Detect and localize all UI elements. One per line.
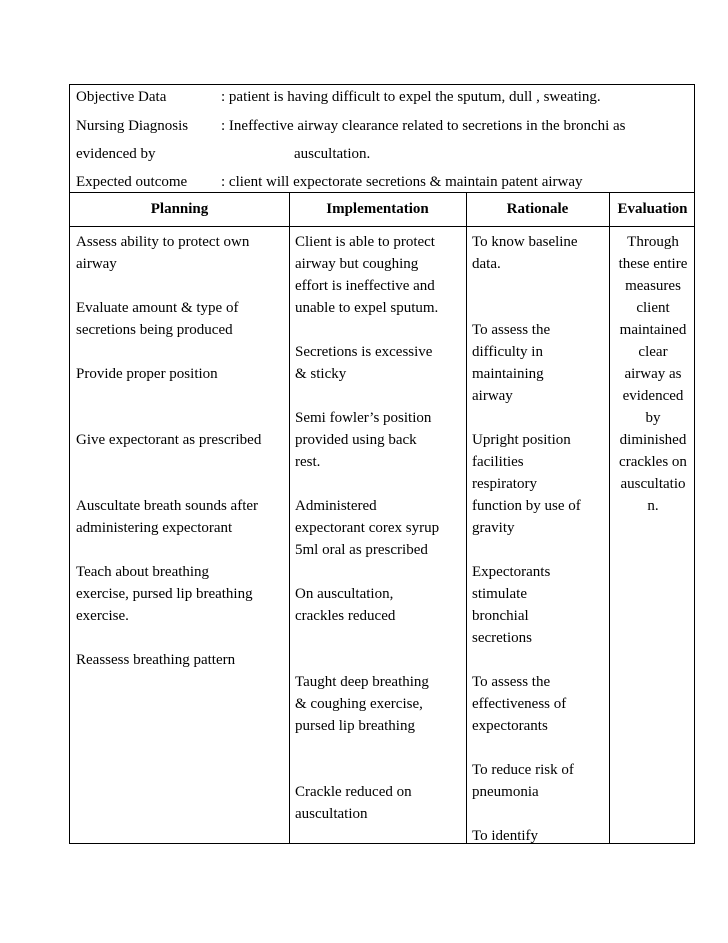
evaluation-line: clear (638, 344, 668, 360)
evidenced-label: evidenced by (76, 146, 156, 162)
rationale-line (472, 297, 608, 319)
rationale-header: Rationale (506, 201, 569, 217)
diagnosis-value: : Ineffective airway clearance related to secretions in the bronchi as (221, 118, 626, 134)
planning-line: secretions being produced (76, 322, 233, 338)
rationale-line: effectiveness of (472, 696, 567, 712)
planning-header: Planning (150, 201, 209, 217)
planning-line: Provide proper position (76, 366, 218, 382)
rationale-line: airway (472, 388, 513, 404)
planning-line: Give expectorant as prescribed (76, 432, 262, 448)
planning-line: Reassess breathing pattern (76, 652, 236, 668)
planning-line (76, 341, 288, 363)
implementation-line: & coughing exercise, (295, 696, 423, 712)
rationale-line: pneumonia (472, 784, 539, 800)
implementation-line: 5ml oral as prescribed (295, 542, 428, 558)
objective-label: Objective Data (76, 89, 167, 105)
column-divider (466, 193, 467, 843)
planning-line: Assess ability to protect own (76, 234, 250, 250)
planning-line (76, 627, 288, 649)
rationale-line: stimulate (472, 586, 527, 602)
implementation-line: On auscultation, (295, 586, 394, 602)
implementation-cell (295, 231, 465, 825)
implementation-line (295, 627, 465, 649)
evaluation-line: evidenced (622, 388, 684, 404)
planning-line (76, 473, 288, 495)
rationale-line: Upright position (472, 432, 571, 448)
rationale-cell (472, 231, 608, 847)
implementation-line: provided using back (295, 432, 417, 448)
planning-line: exercise. (76, 608, 129, 624)
planning-line (76, 275, 288, 297)
rationale-line: secretions (472, 630, 532, 646)
implementation-line: & sticky (295, 366, 347, 382)
evaluation-cell (610, 231, 696, 517)
diagnosis-label: Nursing Diagnosis (76, 118, 189, 134)
implementation-line (295, 649, 465, 671)
outcome-value: : client will expectorate secretions & maintain patent airway (221, 174, 583, 190)
planning-line: exercise, pursed lip breathing (76, 586, 253, 602)
implementation-line: Client is able to protect (295, 234, 435, 250)
evaluation-header: Evaluation (617, 201, 688, 217)
rationale-line: respiratory (472, 476, 537, 492)
implementation-line: Secretions is excessive (295, 344, 433, 360)
evaluation-line: measures (625, 278, 681, 294)
implementation-line (295, 561, 465, 583)
column-divider (289, 193, 290, 843)
implementation-line: unable to expel sputum. (295, 300, 439, 316)
implementation-line: Semi fowler’s position (295, 410, 432, 426)
implementation-line (295, 473, 465, 495)
planning-line (76, 407, 288, 429)
implementation-line (295, 319, 465, 341)
planning-line: administering expectorant (76, 520, 233, 536)
nursing-header (70, 85, 694, 193)
rationale-line: function by use of (472, 498, 581, 514)
rationale-line (472, 275, 608, 297)
evaluation-line: crackles on (619, 454, 687, 470)
evaluation-line: auscultatio (620, 476, 686, 492)
planning-line: Teach about breathing (76, 564, 210, 580)
rationale-line (472, 649, 608, 671)
outcome-label: Expected outcome (76, 174, 188, 190)
rationale-line: To assess the (472, 674, 551, 690)
implementation-line: rest. (295, 454, 321, 470)
planning-line: airway (76, 256, 117, 272)
implementation-line: Crackle reduced on (295, 784, 412, 800)
rationale-line: data. (472, 256, 501, 272)
implementation-line: auscultation (295, 806, 368, 822)
planning-line: Evaluate amount & type of (76, 300, 239, 316)
rationale-line: To reduce risk of (472, 762, 574, 778)
care-plan-table (69, 84, 695, 844)
implementation-line: crackles reduced (295, 608, 396, 624)
rationale-line: difficulty in (472, 344, 543, 360)
implementation-line: expectorant corex syrup (295, 520, 440, 536)
implementation-line (295, 385, 465, 407)
rationale-line: To know baseline (472, 234, 578, 250)
rationale-line: To identify (472, 828, 539, 844)
rationale-line (472, 737, 608, 759)
evaluation-line: n. (647, 498, 659, 514)
implementation-line: airway but coughing (295, 256, 419, 272)
evaluation-line: diminished (619, 432, 687, 448)
column-header-row (70, 193, 694, 227)
rationale-line: facilities (472, 454, 524, 470)
implementation-line (295, 759, 465, 781)
implementation-line: pursed lip breathing (295, 718, 415, 734)
rationale-line: gravity (472, 520, 515, 536)
implementation-line (295, 737, 465, 759)
rationale-line (472, 803, 608, 825)
evaluation-line: these entire (618, 256, 688, 272)
implementation-line: effort is ineffective and (295, 278, 435, 294)
evaluation-line: client (636, 300, 670, 316)
rationale-line: maintaining (472, 366, 544, 382)
implementation-line: Taught deep breathing (295, 674, 429, 690)
evaluation-line: Through (627, 234, 679, 250)
planning-line (76, 385, 288, 407)
evaluation-line: maintained (619, 322, 687, 338)
objective-value: : patient is having difficult to expel the sputum, dull , sweating. (221, 89, 601, 105)
planning-line: Auscultate breath sounds after (76, 498, 259, 514)
rationale-line: Expectorants (472, 564, 551, 580)
rationale-line: To assess the (472, 322, 551, 338)
planning-cell (76, 231, 288, 671)
planning-line (76, 539, 288, 561)
evaluation-line: airway as (624, 366, 682, 382)
implementation-header: Implementation (326, 201, 429, 217)
implementation-line: Administered (295, 498, 377, 514)
planning-line (76, 451, 288, 473)
evaluation-line: by (645, 410, 661, 426)
rationale-line: bronchial (472, 608, 529, 624)
rationale-line (472, 539, 608, 561)
rationale-line: expectorants (472, 718, 548, 734)
evidenced-value: auscultation. (294, 146, 371, 162)
rationale-line (472, 407, 608, 429)
